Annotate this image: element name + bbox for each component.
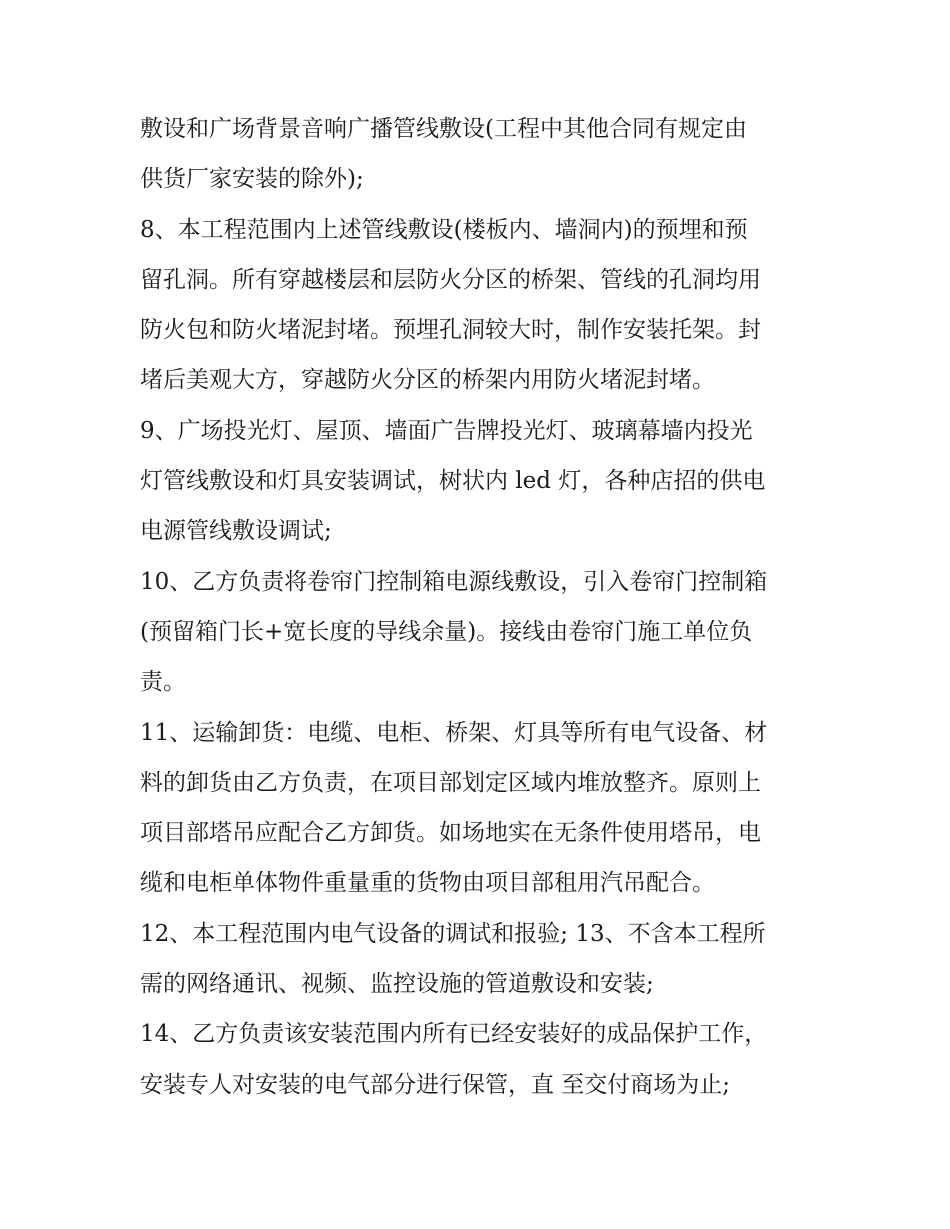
text-line: 防火包和防火堵泥封堵。预埋孔洞较大时，制作安装托架。封 [140, 317, 761, 344]
document-body [140, 104, 820, 1110]
text-line: 11、运输卸货：电缆、电柜、桥架、灯具等所有电气设备、材 [140, 719, 768, 746]
text-line: 灯管线敷设和灯具安装调试，树状内 led 灯，各种店招的供电 [140, 468, 766, 495]
text-line: 10、乙方负责将卷帘门控制箱电源线敷设，引入卷帘门控制箱 [140, 568, 768, 595]
text-line: 堵后美观大方，穿越防火分区的桥架内用防火堵泥封堵。 [140, 367, 715, 394]
text-line: 料的卸货由乙方负责，在项目部划定区域内堆放整齐。原则上 [140, 769, 761, 796]
text-line: 责。 [140, 669, 186, 696]
text-line: 14、乙方负责该安装范围内所有已经安装好的成品保护工作， [140, 1021, 768, 1048]
text-line: 敷设和广场背景音响广播管线敷设(工程中其他合同有规定由 [140, 116, 747, 142]
text-line: 电源管线敷设调试; [140, 518, 332, 545]
text-line: 安装专人对安装的电气部分进行保管，直 至交付商场为止; [140, 1071, 731, 1098]
text-line: (预留箱门长+宽长度的导线余量)。接线由卷帘门施工单位负 [140, 618, 753, 645]
text-line: 需的网络通讯、视频、监控设施的管道敷设和安装; [140, 971, 654, 998]
text-line: 9、广场投光灯、屋顶、墙面广告牌投光灯、玻璃幕墙内投光 [140, 417, 753, 444]
text-line: 缆和电柜单体物件重量重的货物由项目部租用汽吊配合。 [140, 870, 715, 897]
text-line: 12、本工程范围内电气设备的调试和报验; 13、不含本工程所 [140, 920, 766, 947]
text-line: 留孔洞。所有穿越楼层和层防火分区的桥架、管线的孔洞均用 [140, 266, 761, 293]
text-line: 8、本工程范围内上述管线敷设(楼板内、墙洞内)的预埋和预 [140, 216, 748, 243]
text-line: 项目部塔吊应配合乙方卸货。如场地实在无条件使用塔吊，电 [140, 820, 761, 847]
text-line: 供货厂家安装的除外); [140, 166, 364, 193]
